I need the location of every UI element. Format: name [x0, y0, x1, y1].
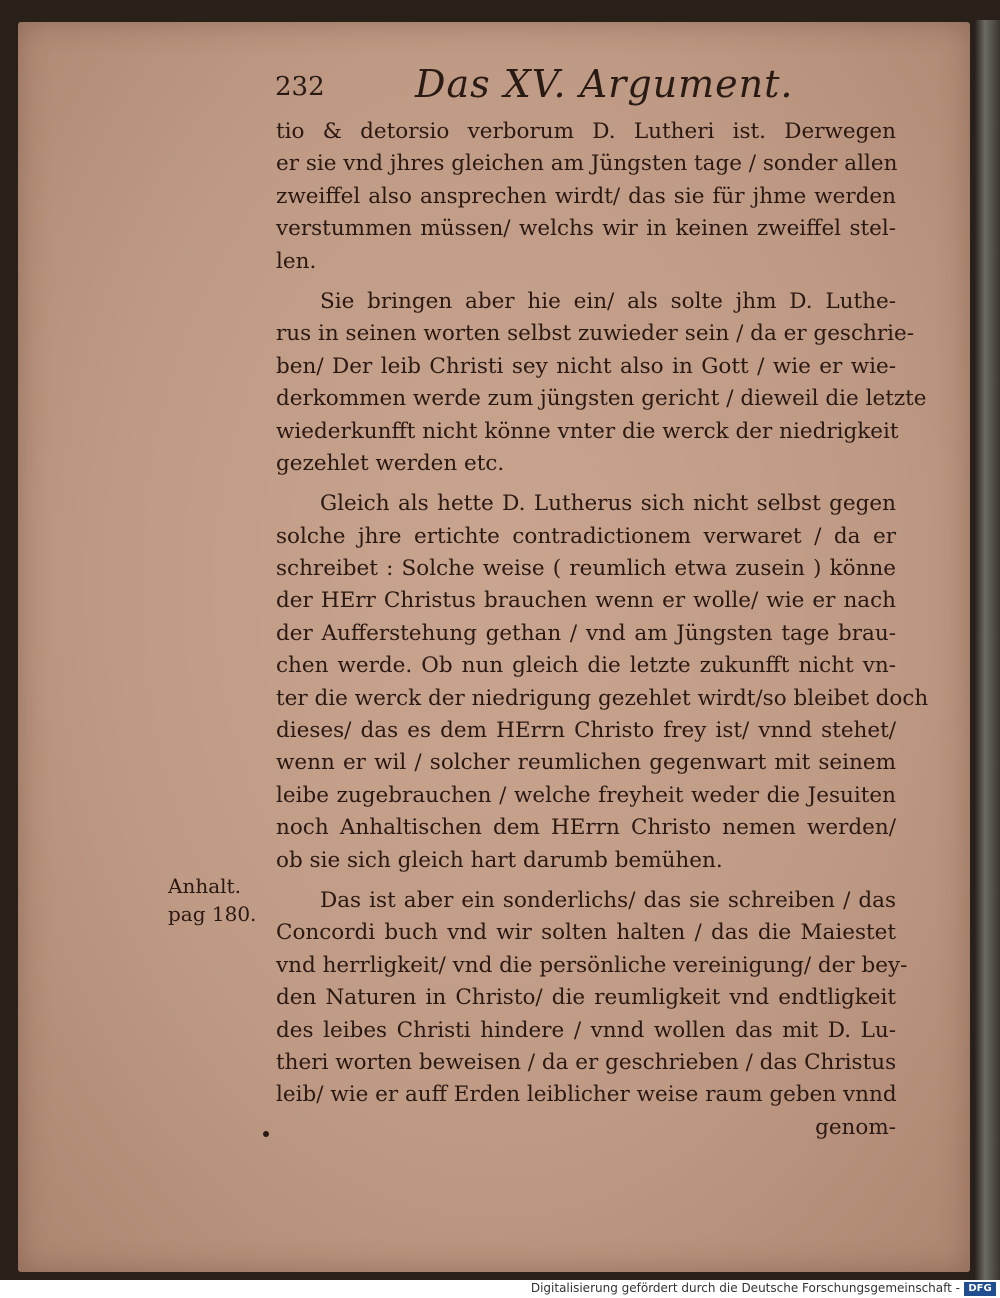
catchword: genom- [815, 1114, 896, 1140]
text-line: dieses/ das es dem HErrn Christo frey ist/ vnnd stehet/ [276, 718, 896, 744]
text-line: ob sie sich gleich hart darumb bemühen. [276, 847, 723, 873]
text-line: wiederkunfft nicht könne vnter die werck der niedrigkeit [276, 418, 899, 444]
text-line: vnd herrligkeit/ vnd die persönliche vereinigung/ der bey- [276, 952, 908, 978]
text-line: ter die werck der niedrigung gezehlet wirdt/so bleibet doch [276, 685, 929, 711]
text-line: schreibet : Solche weise ( reumlich etwa zusein ) könne [276, 556, 896, 582]
book-spine-edge [975, 20, 1000, 1282]
margin-note-line: pag 180. [168, 902, 257, 926]
text-line: er sie vnd jhres gleichen am Jüngsten tage / sonder allen [276, 151, 898, 177]
text-line: derkommen werde zum jüngsten gericht / dieweil die letzte [276, 386, 927, 412]
ink-dot [263, 1131, 269, 1137]
footer-credit: Digitalisierung gefördert durch die Deutsche Forschungsgemeinschaft - [530, 1281, 960, 1295]
text-line: theri worten beweisen / da er geschrieben / das Christus [276, 1049, 897, 1075]
text-line: len. [276, 248, 317, 274]
running-title: Das XV. Argument. [415, 62, 794, 106]
text-line: Concordi buch vnd wir solten halten / das die Maiestet [276, 920, 896, 946]
text-line: solche jhre ertichte contradictionem verwaret / da er [276, 523, 896, 549]
footer-bar [0, 1280, 1000, 1298]
text-line: zweiffel also ansprechen wirdt/ das sie für jhme werden [276, 183, 896, 209]
text-line: tio & detorsio verborum D. Lutheri ist. Derwegen [276, 119, 896, 144]
text-line: der Aufferstehung gethan / vnd am Jüngsten tage brau- [276, 620, 896, 646]
page-header [275, 60, 905, 110]
text-line: wenn er wil / solcher reumlichen gegenwart mit seinem [276, 750, 896, 776]
body-text [276, 116, 929, 1144]
text-line: gezehlet werden etc. [276, 450, 505, 476]
text-line: Das ist aber ein sonderlichs/ das sie schreiben / das [320, 887, 896, 913]
text-line: den Naturen in Christo/ die reumligkeit vnd endtligkeit [276, 985, 896, 1011]
text-line: rus in seinen worten selbst zuwieder sein / da er geschrie- [276, 321, 914, 347]
text-line: ben/ Der leib Christi sey nicht also in Gott / wie er wie- [276, 353, 896, 379]
dfg-logo: DFG [964, 1282, 996, 1296]
margin-note-line: Anhalt. [168, 874, 241, 898]
page-number: 232 [275, 72, 325, 102]
text-line: noch Anhaltischen dem HErrn Christo nemen werden/ [276, 815, 896, 841]
text-line: verstummen müssen/ welchs wir in keinen zweiffel stel- [276, 216, 896, 242]
text-line: leib/ wie er auff Erden leiblicher weise raum geben vnnd [276, 1082, 897, 1108]
margin-note [168, 872, 268, 928]
text-line: Sie bringen aber hie ein/ als solte jhm D. Luthe- [320, 288, 896, 314]
text-line: leibe zugebrauchen / welche freyheit weder die Jesuiten [276, 782, 896, 808]
text-line: der HErr Christus brauchen wenn er wolle/ wie er nach [276, 588, 896, 614]
text-line: Gleich als hette D. Lutherus sich nicht selbst gegen [320, 491, 896, 517]
text-line: chen werde. Ob nun gleich die letzte zukunfft nicht vn- [276, 653, 896, 679]
text-line: des leibes Christi hindere / vnnd wollen das mit D. Lu- [276, 1017, 896, 1043]
